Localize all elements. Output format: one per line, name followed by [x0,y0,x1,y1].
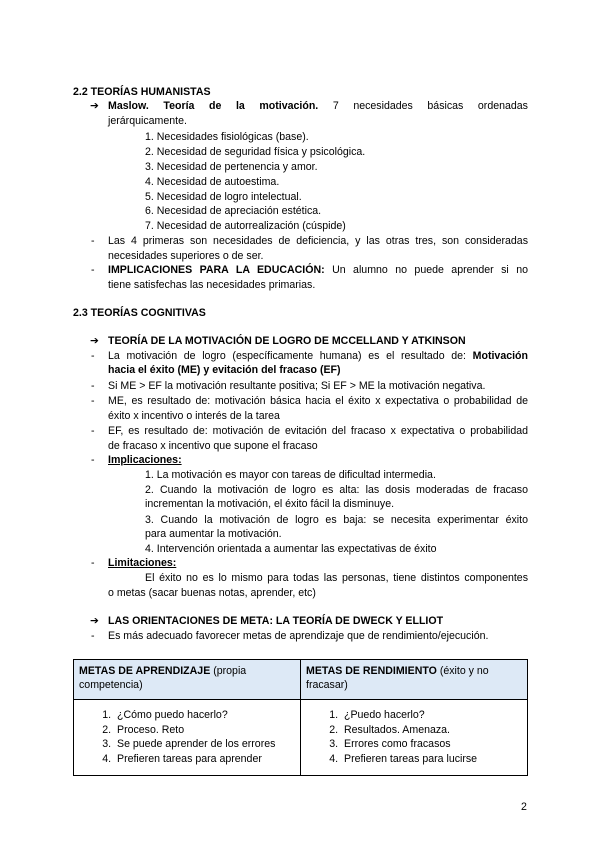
dash-bullet: - [91,235,95,247]
dweck-paragraph: Es más adecuado favorecer metas de aprendizaje que de rendimiento/ejecución. [108,630,489,642]
implications-line-2: tiene satisfechas las necesidades primarias. [108,279,316,291]
implications-label: IMPLICACIONES PARA LA EDUCACIÓN: [108,264,325,276]
me-definition-line-1: ME, es resultado de: motivación básica hacia el éxito x expectativa o probabilidad de [108,395,528,407]
page-number: 2 [521,801,527,813]
list-item: 2. Resultados. Amenaza. [341,723,522,738]
dash-bullet: - [91,350,95,362]
deficiency-line-1: Las 4 primeras son necesidades de deficiencia, y las otras tres, son consideradas [108,235,528,247]
list-item: 1. ¿Puedo hacerlo? [341,708,522,723]
motivation-result-line-2: hacia el éxito (ME) y evitación del fracaso (EF) [108,364,341,376]
implications-line-1 [108,264,528,277]
dash-bullet: - [91,425,95,437]
list-item: 3. Errores como fracasos [341,737,522,752]
limitation-line-2: o metas (sacar buenas notas, aprender, etc) [108,587,316,599]
maslow-paragraph-line-1 [108,100,528,113]
learning-goals-list [79,708,295,766]
arrow-bullet-icon: ➔ [90,335,99,347]
learning-goals-label: METAS DE APRENDIZAJE [79,665,211,677]
need-item: 5. Necesidad de logro intelectual. [145,191,302,203]
arrow-bullet-icon: ➔ [90,615,99,627]
list-item: 1. ¿Cómo puedo hacerlo? [114,708,295,723]
table-header-row [74,660,528,700]
need-item: 7. Necesidad de autorrealización (cúspide) [145,220,346,232]
list-item: 3. Se puede aprender de los errores [114,737,295,752]
dash-bullet: - [91,380,95,392]
implicaciones-label: Implicaciones: [108,454,182,466]
need-item: 2. Necesidad de seguridad física y psicológica. [145,146,366,158]
table-header-performance [301,660,528,700]
performance-goals-label: METAS DE RENDIMIENTO [306,665,437,677]
implication-item: 1. La motivación es mayor con tareas de dificultad intermedia. [145,469,436,481]
need-item: 6. Necesidad de apreciación estética. [145,205,322,217]
implications-text: Un alumno no puede aprender si no [332,264,528,276]
motivation-result-bold: Motivación [472,350,528,362]
list-item: 4. Prefieren tareas para aprender [114,752,295,767]
mcclelland-title: TEORÍA DE LA MOTIVACIÓN DE LOGRO DE MCCELLAND Y ATKINSON [108,335,466,347]
maslow-title: Maslow. Teoría de la motivación. [108,100,319,112]
implication-item-continued: para aumentar la motivación. [145,528,282,540]
motivation-result-text: La motivación de logro (específicamente humana) es el resultado de: [108,350,466,362]
table-row [74,700,528,776]
maslow-paragraph-line-2: jerárquicamente. [108,115,187,127]
dweck-title: LAS ORIENTACIONES DE META: LA TEORÍA DE DWECK Y ELLIOT [108,615,444,627]
maslow-desc: 7 necesidades básicas ordenadas [332,100,528,112]
ef-definition-line-1: EF, es resultado de: motivación de evitación del fracaso x expectativa o probabilidad [108,425,528,437]
dash-bullet: - [91,557,95,569]
list-item: 4. Prefieren tareas para lucirse [341,752,522,767]
implication-item: 3. Cuando la motivación de logro es baja: se necesita experimentar éxito [145,514,528,526]
performance-goals-desc: (éxito y no fracasar) [306,665,489,691]
implication-item-continued: incrementan la motivación, el éxito fácil la disminuye. [145,498,395,510]
dash-bullet: - [91,264,95,276]
dash-bullet: - [91,395,95,407]
me-ef-comparison: Si ME > EF la motivación resultante positiva; Si EF > ME la motivación negativa. [108,380,486,392]
need-item: 3. Necesidad de pertenencia y amor. [145,161,318,173]
limitation-line-1: El éxito no es lo mismo para todas las personas, tiene distintos componentes [145,572,528,584]
me-definition-line-2: éxito x incentivo o interés de la tarea [108,410,280,422]
dash-bullet: - [91,630,95,642]
learning-goals-desc: (propia competencia) [79,665,247,691]
goals-comparison-table [73,659,528,776]
table-header-learning [74,660,301,700]
list-item: 2. Proceso. Reto [114,723,295,738]
learning-goals-cell [74,700,301,776]
need-item: 1. Necesidades fisiológicas (base). [145,131,309,143]
performance-goals-list [306,708,522,766]
performance-goals-cell [301,700,528,776]
section-heading-cognitivas: 2.3 TEORÍAS COGNITIVAS [73,307,206,319]
need-item: 4. Necesidad de autoestima. [145,176,280,188]
deficiency-line-2: necesidades superiores o de ser. [108,250,264,262]
limitaciones-label: Limitaciones: [108,557,177,569]
ef-definition-line-2: de fracaso x incentivo que supone el fracaso [108,440,318,452]
motivation-result-line-1 [108,350,528,363]
dash-bullet: - [91,454,95,466]
implication-item: 2. Cuando la motivación de logro es alta: las dosis moderadas de fracaso [145,484,528,496]
section-heading-humanistas: 2.2 TEORÍAS HUMANISTAS [73,86,211,98]
arrow-bullet-icon: ➔ [90,100,99,112]
implication-item: 4. Intervención orientada a aumentar las expectativas de éxito [145,543,437,555]
